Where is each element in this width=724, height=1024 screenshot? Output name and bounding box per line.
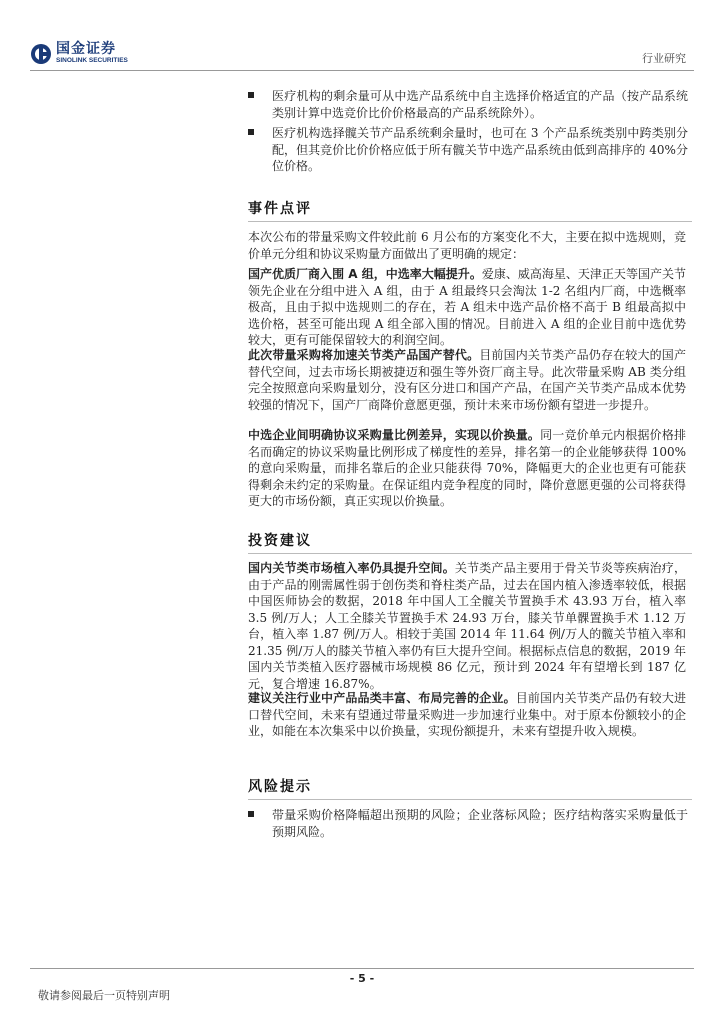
intro-text: 本次公布的带量采购文件较此前 6 月公布的方案变化不大，主要在拟中选规则，竞价单元分组和协议采购量方面做出了更明确的规定： xyxy=(248,230,686,261)
footer-divider xyxy=(30,968,694,969)
section-heading-events: 事件点评 xyxy=(248,201,312,217)
header-divider xyxy=(30,70,694,71)
intro-paragraph xyxy=(248,229,686,262)
point-lead: 国产优质厂商入围 A 组，中选率大幅提升。 xyxy=(248,267,482,281)
bullet-text: 医疗机构选择髋关节产品系统剩余量时，也可在 3 个产品系统类别中跨类别分配，但其竞价比价价格应低于所有髋关节中选产品系统由低到高排序的 40%分位价格。 xyxy=(272,126,688,173)
page-number: - 5 - xyxy=(349,972,375,985)
point-text: 爱康、威高海星、天津正天等国产关节领先企业在分组中进入 A 组，由于 A 组最终只会淘汰 1-2 名组内厂商，中选概率极高，且由于拟中选规则二的存在，若 A 组未中选产品价格不高于 B 组最高拟中选价格，甚至可能出现 A 组全部入围的情况。目前进入 A 组的企业目前中选优势较大，更有可能保留较大的利润空间。 xyxy=(248,267,686,347)
point-lead: 国内关节类市场植入率仍具提升空间。 xyxy=(248,561,455,575)
point-text: 目前国内关节类产品仍有较大进口替代空间，未来有望通过带量采购进一步加速行业集中。对于原本份额较小的企业，如能在本次集采中以价换量，实现份额提升，未来有望提升收入规模。 xyxy=(248,691,686,738)
logo-english-name: SINOLINK SECURITIES xyxy=(56,57,128,64)
logo-chinese-name: 国金证券 xyxy=(56,41,116,57)
page-header xyxy=(0,0,724,78)
section-divider xyxy=(248,553,692,554)
point-text: 关节类产品主要用于骨关节炎等疾病治疗，由于产品的刚需属性弱于创伤类和脊柱类产品，过去在国内植入渗透率较低，根据中国医师协会的数据，2018 年中国人工全髋关节置换手术 43.93 万台，植入率 3.5 例/万人；人工全膝关节置换手术 24.93 万台，膝关节单髁置换手术 1.12 万台，植入率 1.87 例/万人。相较于美国 2014 年 11.64 例/万人的髋关节植入率和 21.35 例/万人的膝关节植入率仍有巨大提升空间。根据标点信息的数据，2019 年国内关节类植入医疗器械市场规模 86 亿元，预计到 2024 年有望增长到 187 亿元，复合增速 16.87%。 xyxy=(248,561,686,691)
section-label: 行业研究 xyxy=(642,52,686,65)
analysis-point xyxy=(248,427,686,510)
point-lead: 中选企业间明确协议采购量比例差异，实现以价换量。 xyxy=(248,428,541,442)
bullet-square-icon xyxy=(248,811,254,817)
company-logo xyxy=(30,42,128,65)
section-divider xyxy=(248,221,692,222)
investment-point xyxy=(248,690,686,740)
point-text: 同一竞价单元内根据价格排名而确定的协议采购量比例形成了梯度性的差异，排名第一的企业能够获得 100%的意向采购量，而排名靠后的企业只能获得 70%，降幅更大的企业也更有可能获得剩余未约定的采购量。在保证组内竞争程度的同时，降价意愿更强的公司将获得更大的市场份额，真正实现以价换量。 xyxy=(248,428,686,508)
section-heading-risk: 风险提示 xyxy=(248,779,312,795)
point-lead: 此次带量采购将加速关节类产品国产替代。 xyxy=(248,348,480,362)
sinolink-logo-icon xyxy=(30,43,52,65)
list-item xyxy=(248,88,688,121)
point-lead: 建议关注行业中产品品类丰富、布局完善的企业。 xyxy=(248,691,516,705)
bullet-text: 医疗机构的剩余量可从中选产品系统中自主选择价格适宜的产品（按产品系统类别计算中选竞价比价价格最高的产品系统除外）。 xyxy=(272,89,688,120)
bullet-square-icon xyxy=(248,92,254,98)
analysis-point xyxy=(248,266,686,349)
point-text: 目前国内关节类产品仍存在较大的国产替代空间，过去市场长期被捷迈和强生等外资厂商主导。此次带量采购 AB 类分组完全按照意向采购量划分，没有区分进口和国产产品，在国产关节类产品成本优势较强的情况下，国产厂商降价意愿更强，预计未来市场份额有望进一步提升。 xyxy=(248,348,686,412)
section-divider xyxy=(248,799,692,800)
footer-disclaimer: 敬请参阅最后一页特别声明 xyxy=(38,989,170,1002)
list-item xyxy=(248,125,688,175)
investment-point xyxy=(248,560,686,692)
bullet-text: 带量采购价格降幅超出预期的风险；企业落标风险；医疗结构落实采购量低于预期风险。 xyxy=(272,808,688,839)
section-heading-investment: 投资建议 xyxy=(248,533,312,549)
bullet-square-icon xyxy=(248,129,254,135)
list-item xyxy=(248,807,688,840)
analysis-point xyxy=(248,347,686,413)
